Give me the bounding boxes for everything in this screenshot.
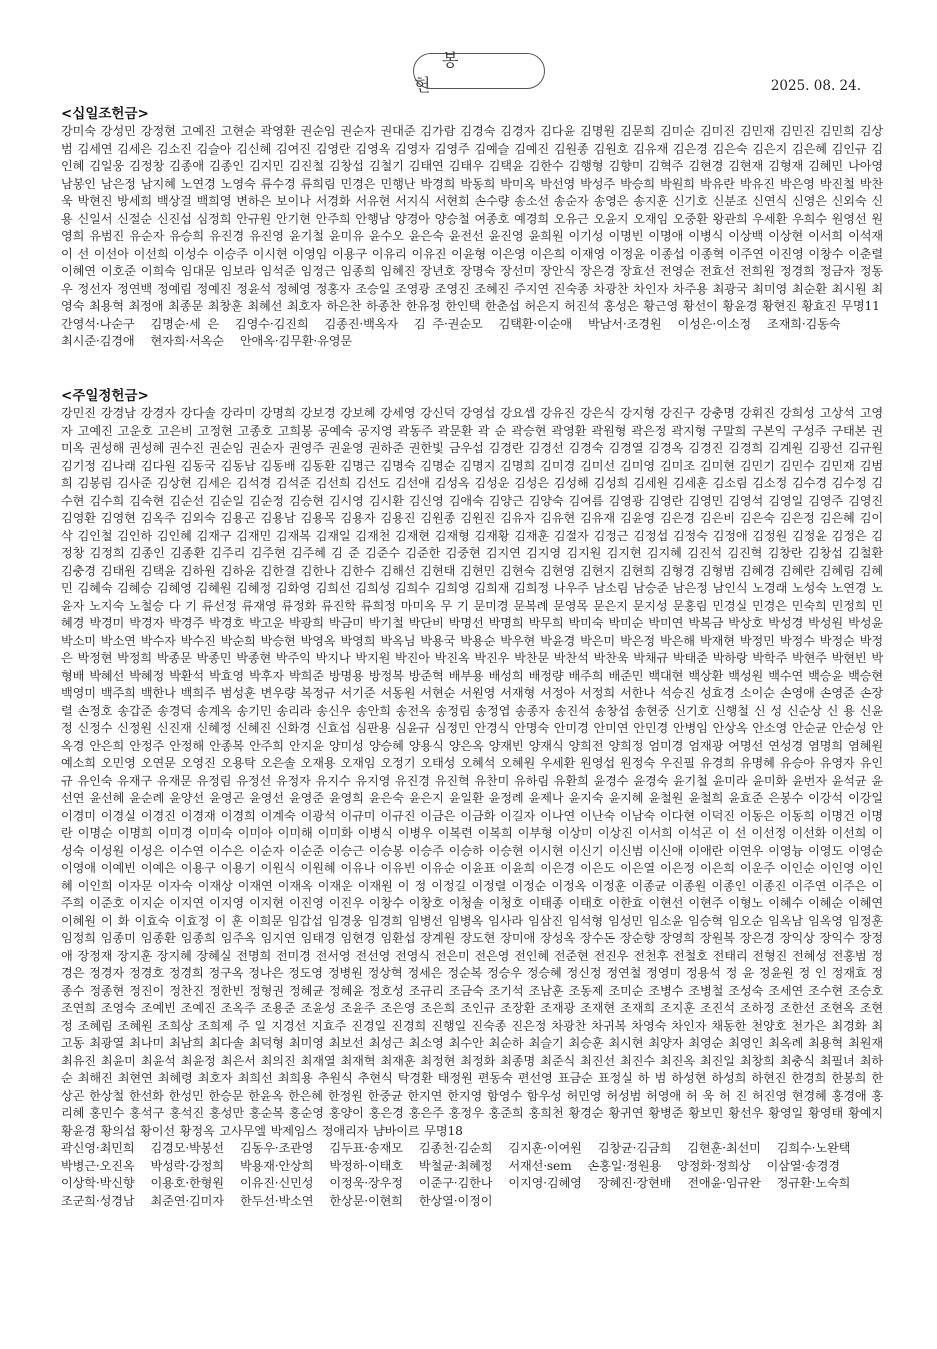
sunday-offering-section (61, 388, 883, 1210)
couple-entry: 이유진·신민성 (239, 1176, 314, 1190)
tithe-heading: <십일조헌금> (61, 106, 149, 122)
couple-entry: 김경모·박봉선 (150, 1141, 224, 1155)
couple-entry: 김동우·조관영 (239, 1141, 314, 1155)
couple-entry: 이상학·박신향 (61, 1176, 135, 1190)
couple-entry: 박병근·오진옥 (61, 1158, 135, 1173)
couple-entry: 서재선·sem (508, 1158, 572, 1173)
couple-entry: 박정하·이태호 (329, 1158, 403, 1173)
couple-entry: 박철균·최혜정 (418, 1158, 493, 1173)
couple-entry: 김지훈·이여원 (508, 1141, 582, 1155)
sunday-offering-names: 강민진 강경남 강경자 강다솔 강라미 강명희 강보경 강보혜 강세영 강신덕 강영섭 강요셉 강유진 강은식 강지형 강진구 강충명 강휘진 강희성 고상석 고영자 고예진 고운호 고은비 고정현 고종호 고희봉 공예숙 공지영 곽동주 곽문환 곽 순 곽승현 곽영환 곽원형 곽은정 곽지형 구말희 구본익 구성주 구태본 권미옥 권성해 권성혜 권수진 권순임 권순자 권영주 권윤영 권하준 권한빛 금우섭 김경란 김경선 김경숙 김경열 김경옥 김경진 김경희 김계원 김광선 김규원 김기정 김나래 김다원 김동국 김동남 김동배 김동환 김명근 김명숙 김명순 김명지 김명희 김미경 김미선 김미영 김미조 김미현 김민기 김민수 김민재 김범희 김봉림 김사준 김상현 김세은 김석경 김석준 김선희 김선도 김선애 김성옥 김성운 김성은 김성해 김성희 김세원 김세훈 김소림 김소정 김수경 김수정 김수현 김수희 김숙현 김순선 김순일 김순정 김승현 김시영 김시환 김신영 김애숙 김양근 김양숙 김여름 김영광 김영란 김영민 김영석 김영일 김영주 김영진 김영환 김영현 김옥주 김외숙 김용곤 김용남 김용목 김용자 김용진 김원종 김원진 김유자 김유현 김유재 김윤영 김은경 김은비 김은숙 김은정 김은혜 김이삭 김인철 김인하 김인혜 김재구 김재민 김재복 김재일 김재천 김재현 김재형 김재황 김재훈 김절자 김정근 김정섭 김정숙 김정애 김정원 김정윤 김정은 김정창 김정희 김종인 김종환 김주리 김주현 김주혜 김 준 김준수 김준한 김중현 김지연 김지영 김지원 김지현 김지혜 김진석 김진혁 김창란 김창섭 김철환 김충경 김태원 김택윤 김하원 김하윤 김한결 김한나 김한수 김해선 김현태 김현민 김현숙 김현영 김현지 김현희 김형경 김형범 김혜경 김혜란 김혜림 김혜민 김혜숙 김혜승 김혜영 김혜원 김혜정 김화영 김희선 김희성 김희수 김희영 김희재 김희정 나우주 남소림 남승준 남은정 남인식 노경래 노성숙 노연경 노윤자 노지숙 노철승 다 기 류선정 류재영 류정화 류진학 류희정 마미옥 무 기 문미경 문복례 문영목 문은지 문지성 문홍림 민경실 민경은 민숙희 민정희 민혜경 박경미 박경자 박경주 박경호 박고운 박광희 박금미 박기철 박단비 박명선 박명희 박무희 박미숙 박미순 박미연 박복금 박상호 박성경 박성원 박성윤 박소미 박소연 박수자 박수진 박순희 박승현 박영옥 박영희 박옥님 박용국 박용순 박우현 박윤경 박은미 박은정 박은해 박재현 박정민 박정수 박정순 박정은 박정현 박정희 박종문 박종민 박종현 박주익 박지나 박지원 박진아 박진옥 박진우 박찬문 박찬석 박찬욱 박채규 박태준 박하랑 박학주 박현주 박현빈 박형배 박혜선 박혜정 박환석 박효영 박후자 박희준 방명용 방정복 방준혁 배부용 배성희 배정량 배주희 배준민 백대현 백상환 백성원 백수연 백승윤 백승현 백영미 백주희 백한나 백희주 범성훈 변우량 복정규 서기준 서동원 서현순 서원영 서재형 서정아 서정희 서한나 석승진 성효경 소이순 손영애 손영준 손장렬 손정호 송갑준 송경덕 송계옥 송기민 송리라 송신우 송안희 송전옥 송정림 송정엽 송종자 송진석 송창섭 송현중 신기호 신행철 신 성 신순상 신 용 신윤정 신정수 신정원 신진재 신혜정 신혜진 신화경 신효섭 심판용 심윤규 심정민 안경식 안명숙 안미경 안미연 안민경 안병임 안상옥 안소영 안순균 안순성 안옥경 안은희 안정주 안정해 안종복 안주희 안지윤 양미성 양승혜 양용식 양은옥 양재빈 양재식 양희전 양희정 엄미경 엄재광 여명선 연성경 염명희 염혜원 예소희 오민영 오연문 오영진 오용탁 오은솔 오재용 오재임 오정기 오태성 오혜석 오혜원 우세환 원영섭 원정숙 우진필 유경희 유명혜 유승아 유영자 유인규 유인숙 유재구 유재문 유정림 유정선 유정자 유지수 유지영 유진경 유진혁 유찬미 유하림 유환희 윤경수 윤경숙 윤기철 윤미라 윤미화 윤번자 윤석균 윤선연 윤선혜 윤순례 윤양선 윤영곤 윤영선 윤영준 윤영희 윤은숙 윤은지 윤일환 윤정례 윤제나 윤지숙 윤지혜 윤철원 윤철희 윤효준 은봉수 이강석 이강일 이경미 이경실 이경진 이경재 이경희 이계숙 이광석 이규미 이규진 이금은 이금화 이길자 이나연 이난숙 이남숙 이다현 이덕진 이동은 이동희 이명건 이명란 이명순 이명희 이미경 이미숙 이미아 이미해 이미화 이병식 이병우 이복련 이복희 이부형 이상미 이상진 이서희 이석곤 이 선 이선정 이선화 이선희 이성숙 이성원 이성은 이수연 이수은 이순자 이순준 이승근 이승봉 이승주 이승하 이승현 이시현 이신기 이신범 이신애 이애란 이연우 이영늉 이영도 이영순 이영애 이예빈 이예은 이용구 이용기 이원식 이원혜 이유나 이유빈 이유순 이윤표 이윤희 이은경 이은도 이은열 이은정 이은희 이운주 이인순 이인영 이인혜 이인희 이자문 이자숙 이재상 이재연 이재옥 이재운 이재원 이 정 이정길 이정렬 이정순 이정옥 이정훈 이종균 이종원 이종인 이종진 이주연 이주은 이주희 이준호 이지순 이지연 이지영 이지현 이진영 이진우 이창수 이창호 이청솔 이청호 이태종 이태호 이한효 이현선 이현주 이형노 이혜수 이혜순 이혜연 이혜원 이 화 이효숙 이효정 이 훈 이희문 임갑섭 임경웅 임경희 임병선 임병옥 임사라 임삼진 임석형 임성민 임소윤 임승혁 임오순 임옥남 임옥영 임정훈 임정희 임종미 임종환 임종희 임주옥 임지연 임태경 임현경 임환섭 장계원 장도현 장미애 장성옥 장수돈 장순향 장영희 장원복 장은경 장익상 장익수 장정애 장정재 장지훈 장지혜 장혜실 전명희 전미경 전서영 전선영 전영식 전은미 전은영 전인혜 전준현 전진우 전천후 전철호 전태리 전형진 전혜성 전홍범 정경은 정경자 정경호 정경희 정구옥 정나은 정도영 정병원 정상혁 정세은 정순복 정승우 정승혜 정신정 정연철 정영미 정용석 정 윤 정윤원 정 인 정재효 정종수 정종현 정진이 정찬진 정한빈 정형권 정혜균 정혜윤 정호성 조규리 조금숙 조기석 조남훈 조동제 조미순 조병수 조병철 조성숙 조세연 조수현 조승호 조연희 조영숙 조예빈 조예진 조옥주 조용준 조윤성 조윤주 조은영 조은희 조인규 조장환 조재광 조재현 조재희 조지훈 조진석 조하정 조한선 조현옥 조현정 조혜림 조혜원 조희상 조희제 주 일 지경선 지효주 진경일 진경희 진행일 진숙종 진은정 차광찬 차귀복 차영숙 차인자 채동한 천양호 천가은 최경화 최고동 최광열 최나미 최남희 최다솔 최덕형 최미영 최보선 최성근 최소영 최수안 최순하 최슬기 최승훈 최시현 최양자 최영순 최영인 최옥례 최용혁 최원재 최유진 최윤미 최윤석 최윤정 최은서 최의진 최재열 최재혁 최재훈 최정현 최정화 최종명 최준식 최진선 최진수 최진옥 최진일 최창희 최충식 최필녀 최하순 최해진 최현연 최혜령 최호자 최희선 최희용 추원식 추현식 탁경환 태정원 편동숙 편선영 표금순 표정실 하 범 하성현 하성희 하현진 한경희 한봉희 한상곤 한상철 한선화 한성민 한승문 한윤옥 한은혜 한정원 한중균 한지연 한지영 함영수 함우성 허민영 허성범 허영애 허 욱 허 진 허진영 현경혜 홍경애 홍리혜 홍민수 홍석구 홍석진 홍성만 홍순복 홍순영 홍양이 홍은경 홍은주 홍정우 홍준희 홍희천 황경순 황귀연 황병준 황보민 황선우 황영일 황영태 황예지 황윤경 황의섭 황이선 황정옥 고사무엘 박제임스 정애리자 냠바이르 무명18 (61, 406, 883, 1138)
couple-entry: 이삼열·송경경 (766, 1158, 840, 1173)
couple-entry: 김영수·김진희 (235, 316, 309, 331)
couple-entry: 김 주·권순모 (413, 316, 483, 331)
couple-entry: 김현훈·최선미 (687, 1141, 761, 1155)
couple-entry: 김명순·세 은 (150, 316, 220, 331)
sunday-offering-heading: <주일정헌금> (61, 388, 149, 404)
couple-entry: 한상열·이정이 (418, 1193, 493, 1208)
couple-entry: 김창균·김금희 (597, 1141, 672, 1155)
couple-entry: 조군희·성경남 (61, 1193, 135, 1208)
tithe-couples (61, 316, 883, 351)
couple-entry: 장혜진·장현배 (597, 1176, 672, 1190)
couple-entry: 박성락·강정희 (150, 1158, 224, 1173)
couple-entry: 간영석·나순구 (61, 316, 135, 331)
couple-entry: 최시준·김경애 (61, 334, 135, 348)
couple-entry: 최준연·김미자 (150, 1193, 224, 1208)
couple-entry: 안애옥·김무환·유영문 (239, 334, 352, 348)
couple-entry: 이성은·이소정 (677, 316, 751, 331)
couple-entry: 김종진·백옥자 (324, 316, 398, 331)
tithe-names: 강미숙 강성민 강정현 고예진 고현순 곽영환 권순임 권순자 권대준 김가람 김경숙 김경자 김다윤 김명원 김문희 김미순 김미진 김민재 김민진 김민희 김상범 김세연 김세은 김소진 김슬아 김신혜 김여진 김영란 김영옥 김영자 김영주 김예슬 김예진 김원종 김원호 김유재 김은경 김은숙 김은지 김은혜 김인규 김인혜 김일웅 김정창 김종애 김종인 김지민 김진철 김창섭 김철기 김태연 김태우 김택윤 김한수 김행형 김향미 김혁주 김현경 김현재 김형재 김혜민 나아영 남봉인 남은정 남지혜 노연경 노영숙 류수경 류희림 민경은 민행난 박경희 박동희 박미옥 박선영 박성주 박승희 박원희 박유란 박유진 박은영 박진철 박찬욱 박현진 방세희 백상걸 백희영 변하은 보이나 서경화 서유현 서지식 서현희 손수량 송소선 송순자 송영은 송지훈 신기호 신분조 신연식 신영은 신외숙 신 용 신일서 신절순 신진섭 심정희 안규원 안기현 안주희 안행남 양경아 양승철 여종호 예경희 오유근 오윤지 오재임 오중환 왕관희 우세환 우희수 원영선 원영희 유범진 유순자 유승희 유진경 유진영 윤기철 윤미유 윤수오 윤은숙 윤전선 윤진영 윤희원 이기성 이명빈 이명애 이병식 이상백 이상현 이서희 이석재 이 선 이선아 이선희 이성수 이승주 이시현 이영임 이용구 이유리 이유진 이윤형 이은영 이은희 이재영 이정윤 이종섭 이종혁 이주연 이진영 이창수 이춘렬 이혜연 이호준 이희숙 임대문 임보라 임석준 임정근 임종희 임혜진 장년호 장명숙 장선미 장안식 장은경 장효선 전영순 전효선 전희원 정경희 정금자 정동우 정선자 정연백 정예림 정예진 정윤석 정혜영 정홍자 조승일 조영광 조영진 조혜진 주지연 진숙종 차광찬 차인자 차주용 최광국 최미영 최순환 최시원 최영숙 최용혁 최정애 최종문 최창훈 최혜선 최호자 하은찬 하종찬 한유정 한인택 한춘섭 허은지 허진석 홍성은 황근영 황선이 황윤경 황현진 황효진 무명11 (61, 124, 883, 313)
couple-entry: 곽신영·최민희 (61, 1141, 135, 1155)
tithe-section (61, 106, 883, 351)
couple-entry: 양정화·정희상 (676, 1158, 751, 1173)
couple-entry: 박용재·안상희 (239, 1158, 314, 1173)
couple-entry: 김종천·김순희 (418, 1141, 493, 1155)
couple-entry: 현자희·서옥순 (150, 334, 224, 348)
page-title: 봉 헌 (413, 53, 545, 89)
couple-entry: 한두선·박소연 (239, 1193, 314, 1208)
sunday-offering-couples (61, 1140, 883, 1210)
couple-entry: 이지영·김혜영 (508, 1176, 582, 1190)
couple-entry: 박남서·조경원 (588, 316, 662, 331)
couple-entry: 손홍일·정원용 (587, 1158, 661, 1173)
couple-entry: 전애윤·임규완 (687, 1176, 761, 1190)
couple-entry: 조재희·김동숙 (766, 316, 841, 331)
couple-entry: 김택환·이순애 (498, 316, 573, 331)
date-label: 2025. 08. 24. (770, 78, 861, 94)
couple-entry: 김희수·노완택 (776, 1141, 851, 1155)
couple-entry: 이정욱·장우정 (329, 1176, 403, 1190)
couple-entry: 김두표·송재모 (329, 1141, 403, 1155)
couple-entry: 정규환·노숙희 (776, 1176, 851, 1190)
couple-entry: 이준구·김한나 (418, 1176, 493, 1190)
couple-entry: 한상문·이현희 (329, 1193, 403, 1208)
couple-entry: 이용호·한형원 (150, 1176, 224, 1190)
